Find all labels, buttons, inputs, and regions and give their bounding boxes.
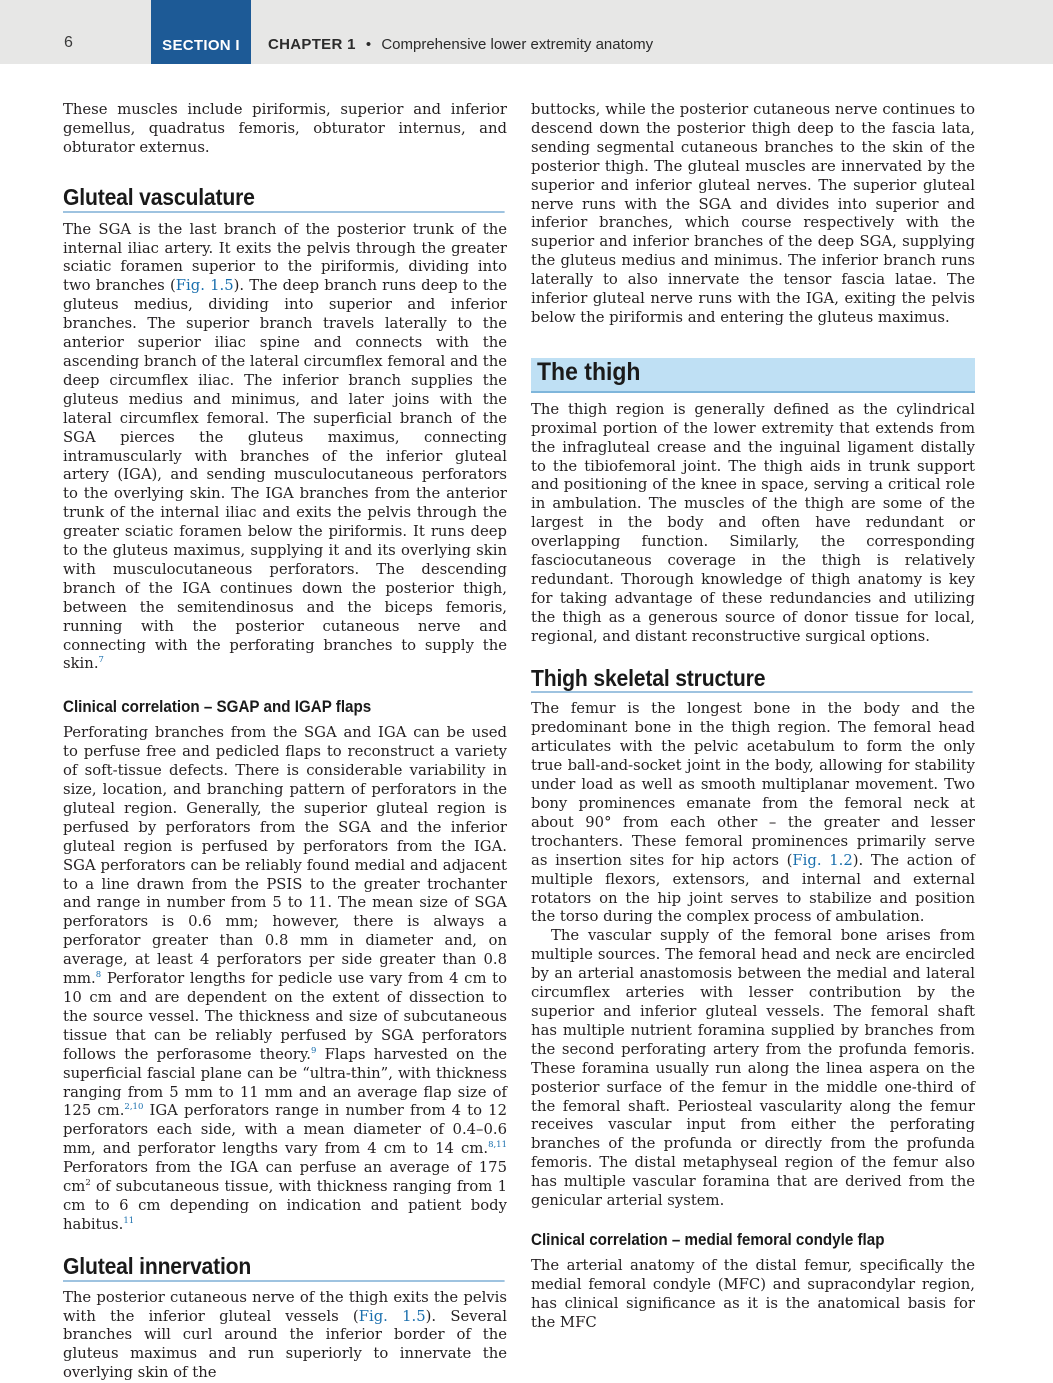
reference-7[interactable]: 7 — [98, 655, 104, 666]
paragraph-sga: The SGA is the last branch of the posterior trunk of the internal iliac artery. It exits the pelvis through the greater sciatic foramen superior to the piriformis, dividing into two branches (Fig. 1.5). The deep branch runs deep to the gluteus medius, dividing into superior and inferior branches. The superior branch travels laterally to the anterior superior iliac spine and connects with the ascending branch of the lateral circumflex femoral and the deep circumflex iliac. The inferior branch supplies the gluteus medius and minimus, and later joins with the lateral circumflex femoral. The superficial branch of the SGA pierces the gluteus maximus, connecting intramuscularly with branches of the inferior gluteal artery (IGA), and sending musculocutaneous perforators to the overlying skin. The IGA branches from the anterior trunk of the internal iliac and exits the pelvis through the greater sciatic foramen below the piriformis. It runs deep to the gluteus maximus, supplying it and its overlying skin with musculocutaneous perforators. The descending branch of the IGA continues down the posterior thigh, between the semitendinosus and the biceps femoris, running with the posterior cutaneous nerve and connecting with the perforating branches to supply the skin.$^7$ — [63, 220, 508, 673]
heading-clinical-sgap-igap: Clinical correlation – SGAP and IGAP flaps — [63, 698, 372, 717]
chapter-label: CHAPTER 1 — [268, 36, 356, 53]
paragraph-nerve-continued: buttocks, while the posterior cutaneous nerve continues to descend down the posterior thigh deep to the fascia lata, sending segmental cutaneous branches to the skin of the posterior thigh. The gluteal muscles are innervated by the superior and inferior gluteal nerves. The superior gluteal nerve runs with the SGA and divides into superior and inferior branches, which course respectively with the superior and inferior branches of the deep SGA, supplying the gluteus medius and minimus. The inferior branch runs laterally to also innervate the tensor fascia latae. The inferior gluteal nerve runs with the IGA, exiting the pelvis below the piriformis and entering the gluteus maximus. — [531, 101, 975, 326]
chapter-title: Comprehensive lower extremity anatomy — [381, 36, 654, 53]
running-header — [0, 0, 1053, 64]
page-number: 6 — [64, 34, 73, 51]
heading-gluteal-vasculature: Gluteal vasculature — [63, 188, 504, 213]
paragraph-perforators: Perforating branches from the SGA and IGA can be used to perfuse free and pedicled flaps to reconstruct a variety of soft-tissue defects. There is considerable variability in size, location, and branching pattern of perforators in the gluteal region. Generally, the superior gluteal region is perfused by perforators from the SGA and the inferior gluteal region is perfused by perforators from the IGA. SGA perforators can be reliably found medial and adjacent to a line drawn from the PSIS to the greater trochanter and range in number from 5 to 11. The mean size of SGA perforators is 0.6 mm; however, there is always a perforator greater than 0.8 mm in diameter and, on average, at least 4 perforators per side greater than 0.8 mm.$^8$ Perforator lengths for pedicle use vary from 4 cm to 10 cm and are dependent on the extent of dissection to the source vessel. The thickness and size of subcutaneous tissue that can be reliably perfused by SGA perforators follows the perforasome theory.$^9$ Flaps harvested on the superficial fascial plane can be “ultra-thin”, with thickness ranging from 5 mm to 11 mm and an average flap size of 125 cm.$^{2,10}$ IGA perforators range in number from 4 to 12 perforators each side, with a mean diameter of 0.4–0.6 mm, and perforator lengths vary from 4 cm to 14 cm.$^{8,11}$ Perforators from the IGA can perfuse an average of 175 $cm^2$ of subcutaneous tissue, with thickness ranging from 1 cm to 6 cm depending on indication and patient body habitus.$^{11}$ — [63, 724, 508, 1233]
header-bullet: • — [365, 36, 372, 53]
paragraph-vascular-supply: The vascular supply of the femoral bone arises from multiple sources. The femoral head and neck are encircled by an arterial anastomosis between the medial and lateral circumflex arteries with lesser contribution by the superior and inferior gluteal vessels. The femoral shaft has multiple nutrient foramina supplied by branches from the second perforating artery from the profunda femoris. These foramina usually run along the linea aspera on the posterior surface of the femur in the middle one-third of the femoral shaft. Periosteal vascularity along the femur receives vascular input from either the perforating branches of the profunda or directly from the profunda femoris. The distal metaphyseal region of the femur also has multiple vascular foramina that are derived from the genicular arterial system. — [531, 927, 975, 1210]
paragraph-mfc: The arterial anatomy of the distal femur, specifically the medial femoral condyle (MFC) and supracondylar region, has clinical significance as it is the anatomical basis for the MFC — [531, 1256, 975, 1331]
superscript-2: 2 — [85, 1178, 91, 1189]
heading-gluteal-innervation: Gluteal innervation — [63, 1257, 504, 1282]
reference-9[interactable]: 9 — [310, 1045, 317, 1056]
reference-2-10[interactable]: 2,10 — [124, 1102, 144, 1113]
right-column — [531, 101, 975, 1332]
chapter-line — [268, 36, 653, 53]
reference-8-11[interactable]: 8,11 — [488, 1140, 507, 1151]
paragraph-innervation: The posterior cutaneous nerve of the thigh exits the pelvis with the inferior gluteal vessels (Fig. 1.5). Several branches will curl around the inferior border of the gluteus maximus and run superiorly to innervate the overlying skin of the — [63, 1288, 507, 1382]
heading-thigh-skeletal: Thigh skeletal structure — [531, 669, 972, 694]
paragraph-thigh: The thigh region is generally defined as the cylindrical proximal portion of the lower extremity that extends from the infragluteal crease and the inguinal ligament distally to the tibiofemoral joint. The thigh aids in trunk support and positioning of the knee in space, serving a critical role in ambulation. The muscles of the thigh are some of the largest in the body and often have redundant or overlapping function. Similarly, the corresponding fasciocutaneous coverage in the thigh is relatively redundant. Thorough knowledge of thigh anatomy is key for taking advantage of these redundancies and utilizing the thigh as a generous source of donor tissue for local, regional, and distant reconstructive surgical options. — [531, 400, 975, 645]
left-column — [63, 101, 507, 1383]
heading-clinical-mfc: Clinical correlation – medial femoral condyle flap — [531, 1230, 885, 1249]
figure-link-1-5[interactable]: Fig. 1.5 — [175, 277, 234, 295]
reference-8[interactable]: 8 — [95, 970, 102, 981]
section-heading-thigh — [531, 358, 975, 393]
reference-11[interactable]: 11 — [123, 1215, 135, 1226]
figure-link-1-2[interactable]: Fig. 1.2 — [792, 851, 853, 869]
paragraph-femur: The femur is the longest bone in the body and the predominant bone in the thigh region. The femoral head articulates with the pelvic acetabulum to form the only true ball-and-socket joint in the body, allowing for stability under load as well as smooth multiplanar movement. Two bony prominences emanate from the femoral neck at about 90° from each other – the greater and lesser trochanters. These femoral prominences primarily serve as insertion sites for hip actors (Fig. 1.2). The action of multiple flexors, extensors, and internal and external rotators on the hip joint serves to stabilize and position the torso during the complex process of ambulation. — [531, 700, 975, 926]
intro-paragraph: These muscles include piriformis, superior and inferior gemellus, quadratus femoris, obturator internus, and obturator externus. — [63, 101, 507, 156]
heading-the-thigh: The thigh — [537, 357, 641, 386]
section-tab — [151, 0, 251, 64]
figure-link-1-5-b[interactable]: Fig. 1.5 — [358, 1307, 426, 1325]
section-label: SECTION I — [162, 37, 240, 54]
